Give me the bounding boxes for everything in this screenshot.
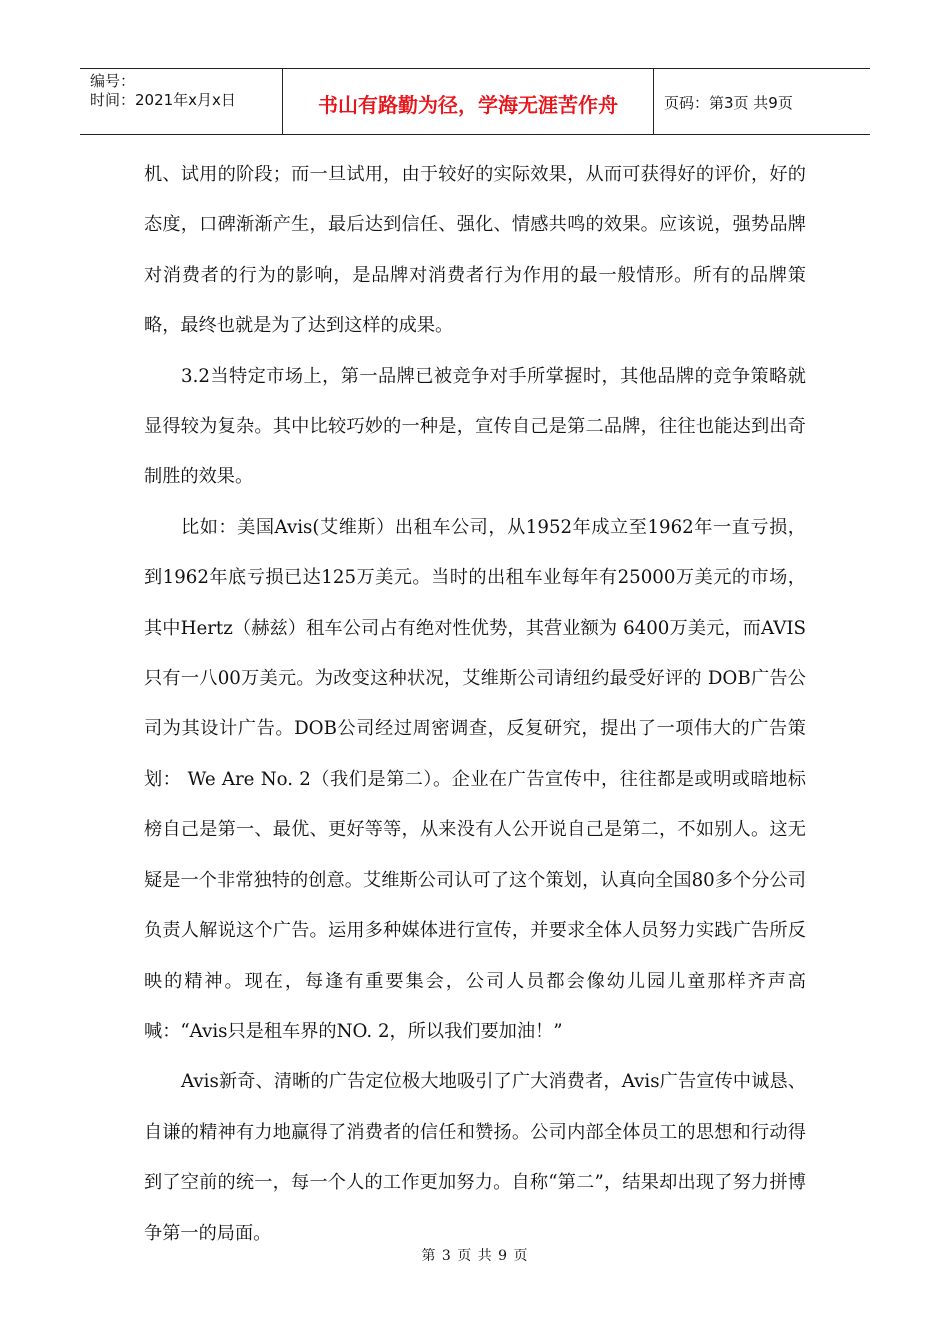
- page-footer: 第 3 页 共 9 页: [421, 1248, 529, 1264]
- paragraph: 比如：美国Avis(艾维斯）出租车公司，从1952年成立至1962年一直亏损，到1962年底亏损已达125万美元。当时的出租车业每年有25000万美元的市场，其中Hertz（赫兹）租车公司占有绝对性优势，其营业额为 6400万美元，而AVIS只有一八00万美元。为改变这种状况，艾维斯公司请纽约最受好评的 DOB广告公司为其设计广告。DOB公司经过周密调查，反复研究，提出了一项伟大的广告策划： We Are No. 2（我们是第二）。企业在广告宣传中，往往都是或明或暗地标榜自己是第一、最优、更好等等，从来没有人公开说自己是第二，不如别人。这无疑是一个非常独特的创意。艾维斯公司认可了这个策划，认真向全国80多个分公司负责人解说这个广告。运用多种媒体进行宣传，并要求全体人员努力实践广告所反映的精神。现在，每逢有重要集会，公司人员都会像幼儿园儿童那样齐声高喊：“Avis只是租车界的NO. 2，所以我们要加油！”: [144, 516, 806, 1042]
- paragraph: 机、试用的阶段；而一旦试用，由于较好的实际效果，从而可获得好的评价，好的态度，口碑渐渐产生，最后达到信任、强化、情感共鸣的效果。应该说，强势品牌对消费者的行为的影响，是品牌对消费者行为作用的最一般情形。所有的品牌策略，最终也就是为了达到这样的成果。: [144, 164, 806, 337]
- date-label: 时间：2021年x月x日: [90, 91, 236, 109]
- paragraph: Avis新奇、清晰的广告定位极大地吸引了广大消费者，Avis广告宣传中诚恳、自谦的精神有力地赢得了消费者的信任和赞扬。公司内部全体员工的思想和行动得到了空前的统一，每一个人的工作更加努力。自称“第二”，结果却出现了努力拼博争第一的局面。: [144, 1071, 806, 1244]
- document-header: [80, 68, 870, 135]
- header-page-info: 页码：第3页 共9页: [664, 94, 793, 112]
- header-meta: [80, 69, 283, 134]
- document-body: [144, 150, 806, 1259]
- paragraph: 3.2当特定市场上，第一品牌已被竞争对手所掌握时，其他品牌的竞争策略就显得较为复杂。其中比较巧妙的一种是，宣传自己是第二品牌，往往也能达到出奇制胜的效果。: [144, 365, 806, 488]
- header-motto: 书山有路勤为径，学海无涯苦作舟: [283, 69, 654, 134]
- number-label: 编号：: [90, 72, 136, 90]
